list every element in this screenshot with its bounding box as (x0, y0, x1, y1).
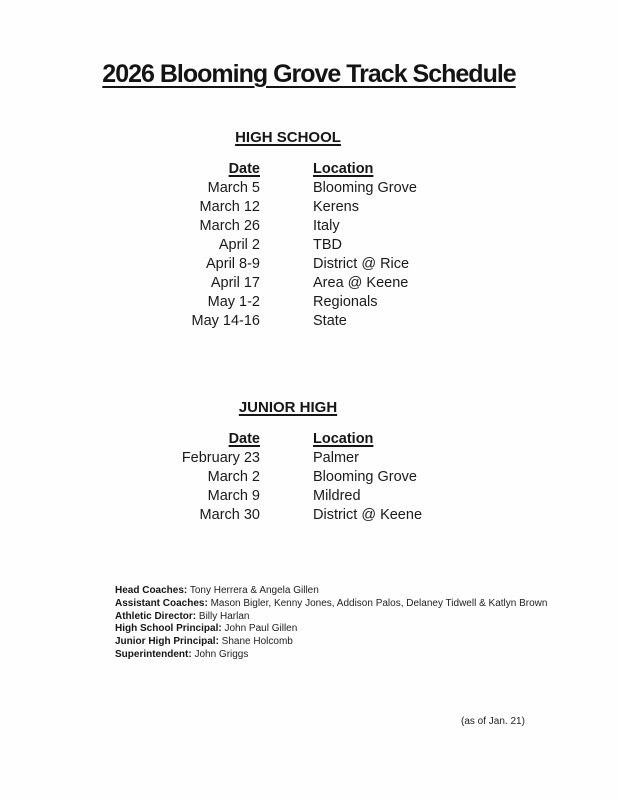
schedule-location-cell: Area @ Keene (313, 275, 409, 291)
high-school-schedule-table (138, 160, 576, 331)
date-column-header: Date (228, 431, 260, 447)
schedule-date-cell: March 5 (207, 180, 260, 196)
schedule-date-cell: May 14-16 (191, 313, 260, 329)
schedule-date-cell: March 9 (207, 488, 260, 504)
schedule-location-cell: Regionals (313, 294, 378, 310)
schedule-date-cell: April 17 (210, 275, 260, 291)
schedule-location-cell: District @ Keene (313, 507, 423, 523)
schedule-date-cell: March 26 (199, 218, 260, 234)
high-school-heading: HIGH SCHOOL (235, 129, 341, 146)
staff-line (115, 598, 585, 611)
staff-role-label: High School Principal: (115, 623, 222, 635)
staff-directory (115, 585, 585, 662)
junior-high-schedule-table (138, 430, 576, 525)
schedule-location-cell: Mildred (313, 488, 361, 504)
as-of-note: (as of Jan. 21) (461, 716, 525, 727)
staff-line (115, 611, 585, 624)
staff-role-label: Superintendent: (115, 648, 192, 660)
schedule-date-cell: March 12 (199, 199, 260, 215)
schedule-location-cell: Kerens (313, 199, 359, 215)
document-title: 2026 Blooming Grove Track Schedule (102, 60, 516, 88)
schedule-date-cell: March 30 (199, 507, 260, 523)
schedule-location-cell: Palmer (313, 450, 359, 466)
schedule-location-cell: Italy (313, 218, 340, 234)
schedule-date-cell: May 1-2 (207, 294, 260, 310)
staff-names: Billy Harlan (196, 610, 250, 622)
staff-names: Shane Holcomb (218, 636, 293, 648)
staff-role-label: Athletic Director: (115, 610, 197, 622)
junior-high-heading: JUNIOR HIGH (238, 399, 338, 416)
staff-role-label: Assistant Coaches: (115, 597, 208, 609)
staff-names: John Griggs (191, 648, 249, 660)
staff-line (115, 636, 585, 649)
schedule-date-cell: April 8-9 (206, 256, 260, 272)
staff-line (115, 623, 585, 636)
schedule-location-cell: Blooming Grove (313, 469, 417, 485)
schedule-date-cell: February 23 (181, 450, 260, 466)
schedule-date-cell: March 2 (207, 469, 260, 485)
location-column-header: Location (313, 431, 374, 447)
staff-role-label: Head Coaches: (115, 585, 188, 596)
junior-high-section (0, 400, 576, 525)
staff-names: Tony Herrera & Angela Gillen (187, 585, 319, 596)
staff-names: Mason Bigler, Kenny Jones, Addison Palos, Delaney Tidwell & Katlyn Brown (207, 597, 548, 609)
staff-names: John Paul Gillen (221, 623, 298, 635)
schedule-location-cell: District @ Rice (313, 256, 410, 272)
location-column-header: Location (313, 161, 374, 177)
staff-line (115, 585, 585, 598)
staff-line (115, 649, 585, 662)
schedule-location-cell: State (313, 313, 347, 329)
schedule-location-cell: Blooming Grove (313, 180, 417, 196)
schedule-location-cell: TBD (313, 237, 342, 253)
staff-role-label: Junior High Principal: (115, 636, 219, 648)
schedule-date-cell: April 2 (218, 237, 260, 253)
date-column-header: Date (228, 161, 260, 177)
high-school-section (0, 130, 576, 331)
